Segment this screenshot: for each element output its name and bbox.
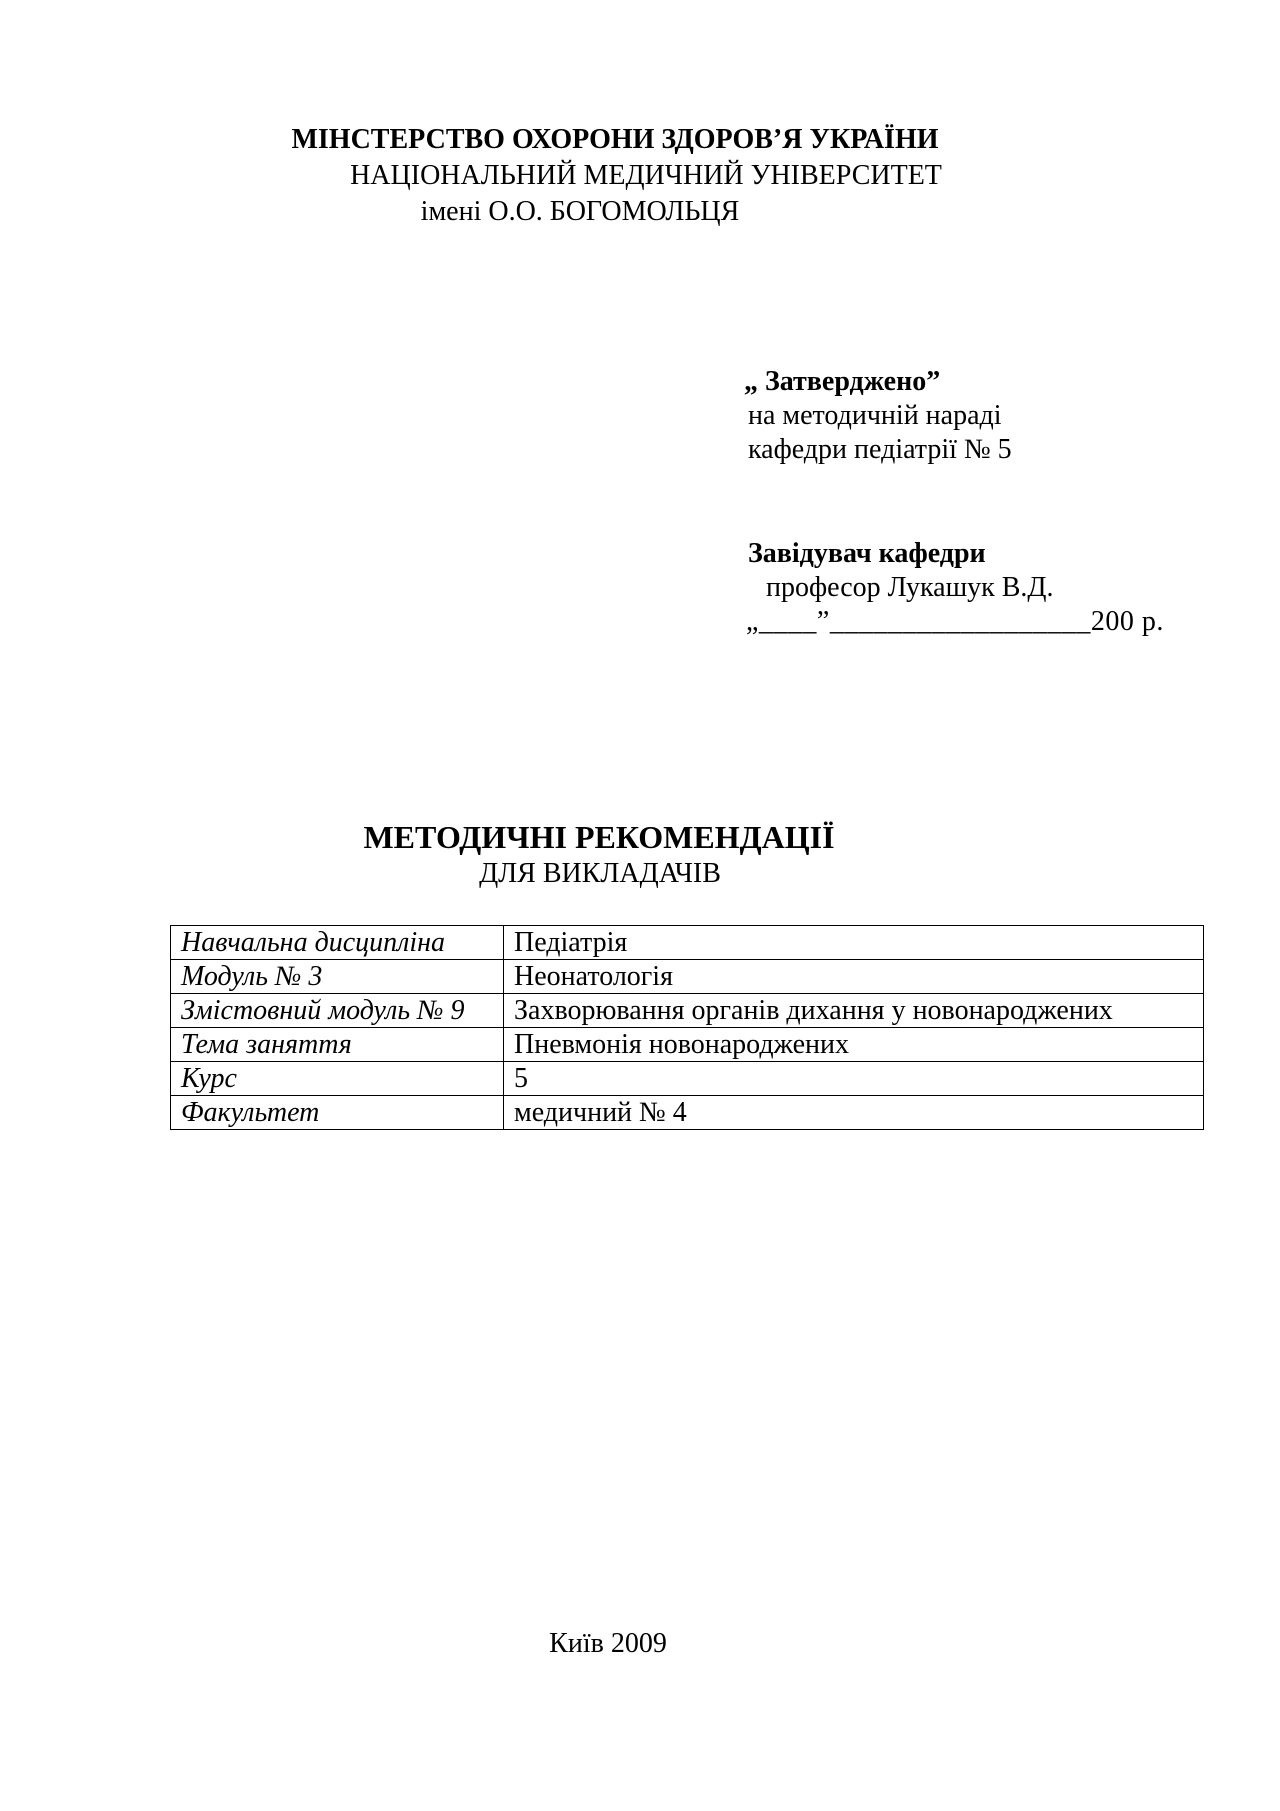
row-label: Факультет bbox=[171, 1096, 504, 1130]
head-title: Завідувач кафедри bbox=[748, 538, 986, 569]
university-named-after: імені О.О. БОГОМОЛЬЦЯ bbox=[420, 196, 740, 227]
document-subtitle: ДЛЯ ВИКЛАДАЧІВ bbox=[479, 858, 721, 889]
course-info-table bbox=[170, 925, 1204, 1130]
document-title-block bbox=[0, 817, 1280, 891]
row-value: Захворювання органів дихання у новонароджених bbox=[504, 994, 1204, 1028]
university-name: НАЦІОНАЛЬНИЙ МЕДИЧНИЙ УНІВЕРСИТЕТ bbox=[350, 160, 942, 191]
row-label: Тема заняття bbox=[171, 1028, 504, 1062]
row-value: Пневмонія новонароджених bbox=[504, 1028, 1204, 1062]
city-year: Київ 2009 bbox=[549, 1628, 667, 1659]
head-name: професор Лукашук В.Д. bbox=[766, 572, 1054, 603]
table-row bbox=[171, 926, 1204, 960]
row-value: 5 bbox=[504, 1062, 1204, 1096]
row-label: Навчальна дисципліна bbox=[171, 926, 504, 960]
table-row bbox=[171, 1096, 1204, 1130]
row-label: Модуль № 3 bbox=[171, 960, 504, 994]
institution-header bbox=[0, 122, 1280, 230]
row-label: Змістовний модуль № 9 bbox=[171, 994, 504, 1028]
row-value: Неонатологія bbox=[504, 960, 1204, 994]
approval-line-department: кафедри педіатрії № 5 bbox=[748, 434, 1012, 465]
table-row bbox=[171, 1028, 1204, 1062]
document-title: МЕТОДИЧНІ РЕКОМЕНДАЦІЇ bbox=[363, 819, 835, 855]
table-row bbox=[171, 960, 1204, 994]
row-value: медичний № 4 bbox=[504, 1096, 1204, 1130]
row-value: Педіатрія bbox=[504, 926, 1204, 960]
approval-line-meeting: на методичній нараді bbox=[748, 400, 1002, 431]
signature-date-line: „____”__________________200 р. bbox=[746, 606, 1164, 637]
ministry-name: МІНСТЕРСТВО ОХОРОНИ ЗДОРОВ’Я УКРАЇНИ bbox=[291, 124, 939, 155]
head-of-department-block bbox=[748, 537, 1164, 639]
table-row bbox=[171, 1062, 1204, 1096]
approval-title: „ Затверджено” bbox=[744, 366, 941, 397]
row-label: Курс bbox=[171, 1062, 504, 1096]
approval-block bbox=[744, 365, 1012, 467]
table-row bbox=[171, 994, 1204, 1028]
